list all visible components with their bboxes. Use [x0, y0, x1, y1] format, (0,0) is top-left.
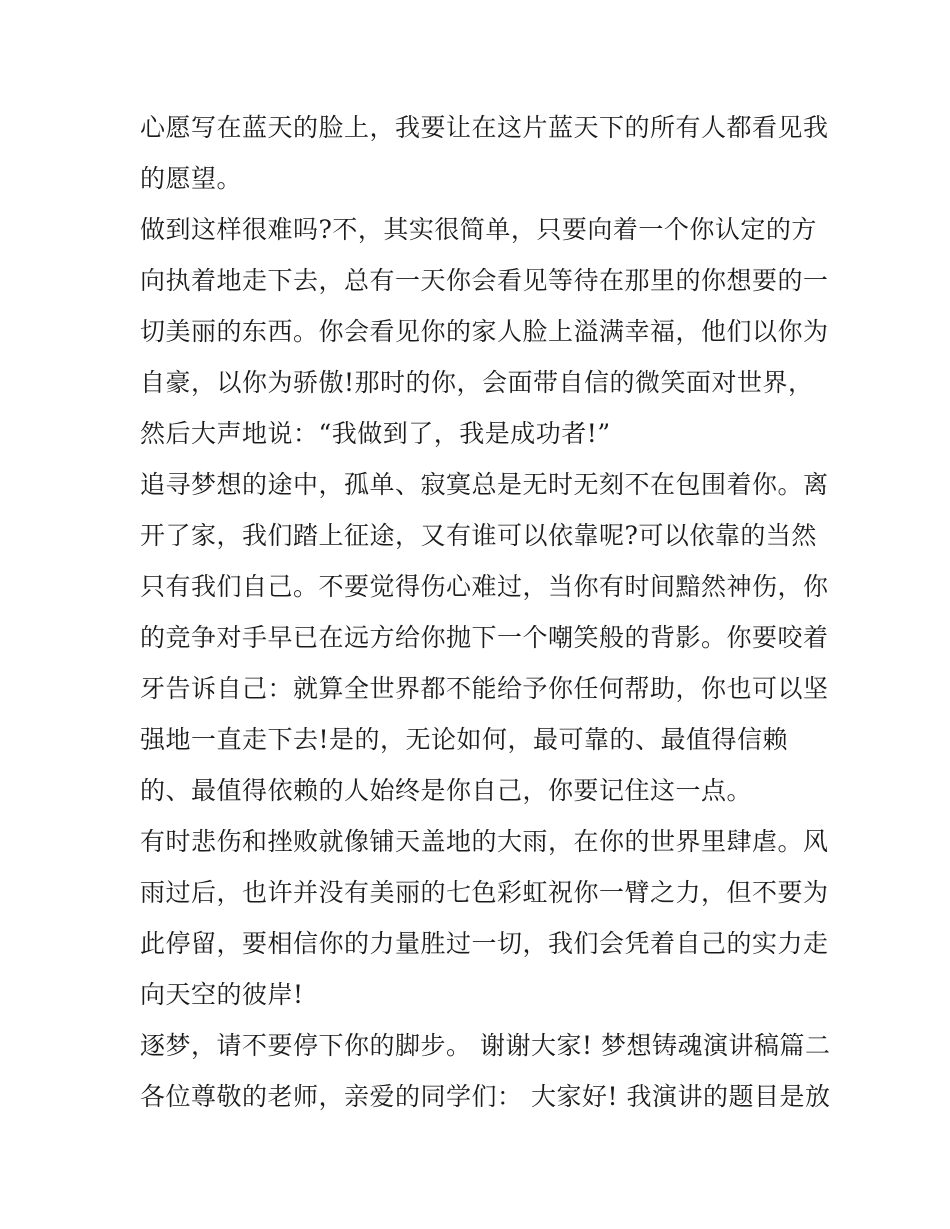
text-line: 逐梦，请不要停下你的脚步。 谢谢大家! 梦想铸魂演讲稿篇二: [140, 1031, 831, 1060]
text-line: 的愿望。: [140, 164, 243, 193]
text-line: 有时悲伤和挫败就像铺天盖地的大雨，在你的世界里肆虐。风: [140, 827, 829, 856]
text-line: 切美丽的东西。你会看见你的家人脸上溢满幸福，他们以你为: [140, 317, 829, 346]
text-line: 的、最值得依赖的人始终是你自己，你要记住这一点。: [140, 776, 753, 805]
text-line: 追寻梦想的途中，孤单、寂寞总是无时无刻不在包围着你。离: [140, 470, 829, 499]
text-line: 此停留，要相信你的力量胜过一切，我们会凭着自己的实力走: [140, 929, 829, 958]
text-line: 牙告诉自己：就算全世界都不能给予你任何帮助，你也可以坚: [140, 674, 829, 703]
text-line: 强地一直走下去!是的，无论如何，最可靠的、最值得信赖: [140, 725, 789, 754]
text-line: 向执着地走下去，总有一天你会看见等待在那里的你想要的一: [140, 266, 829, 295]
text-line: 然后大声地说：“我做到了，我是成功者!”: [140, 419, 611, 448]
text-line: 各位尊敬的老师，亲爱的同学们： 大家好! 我演讲的题目是放: [140, 1082, 831, 1111]
text-line: 开了家，我们踏上征途，又有谁可以依靠呢?可以依靠的当然: [140, 521, 817, 550]
text-line: 自豪，以你为骄傲!那时的你，会面带自信的微笑面对世界，: [140, 368, 814, 397]
text-line: 雨过后，也许并没有美丽的七色彩虹祝你一臂之力，但不要为: [140, 878, 829, 907]
text-line: 做到这样很难吗?不，其实很简单，只要向着一个你认定的方: [140, 215, 817, 244]
text-line: 心愿写在蓝天的脸上，我要让在这片蓝天下的所有人都看见我: [140, 113, 829, 142]
text-line: 只有我们自己。不要觉得伤心难过，当你有时间黯然神伤，你: [140, 572, 829, 601]
text-line: 向天空的彼岸!: [140, 980, 304, 1009]
text-line: 的竞争对手早已在远方给你抛下一个嘲笑般的背影。你要咬着: [140, 623, 829, 652]
